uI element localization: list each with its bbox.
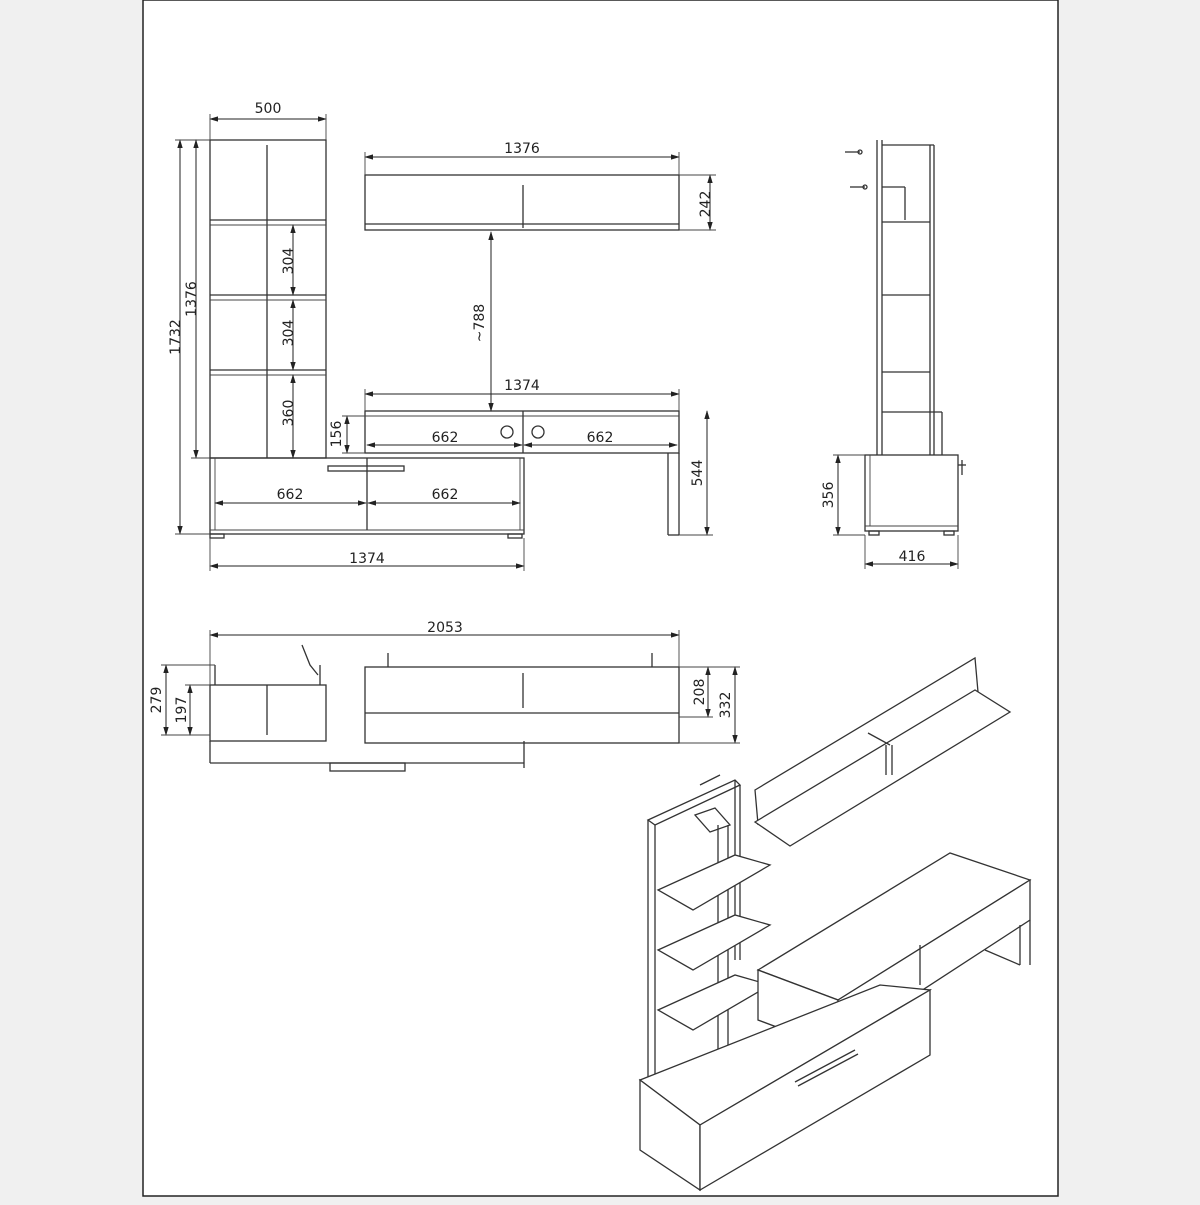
dim-gap-2: 304 — [281, 319, 297, 347]
dim-gap-1: 304 — [281, 247, 297, 275]
dim-tv-height: 156 — [329, 420, 345, 448]
dim-tv-compartment-left: 662 — [431, 430, 459, 446]
dim-height-shelf: 1376 — [184, 281, 200, 317]
dim-side-base-height: 356 — [821, 481, 837, 509]
dim-wall-shelf-height: 242 — [698, 190, 714, 218]
dim-gap-3: 360 — [281, 399, 297, 427]
dim-base-compartment-right: 662 — [431, 487, 459, 503]
dim-top-right-depth-inner: 208 — [692, 678, 708, 706]
dim-top-total-width: 2053 — [427, 620, 463, 636]
dim-top-right-depth-outer: 332 — [718, 691, 734, 719]
dim-tv-width: 1374 — [504, 378, 540, 394]
dim-base-compartment-left: 662 — [276, 487, 304, 503]
dim-top-left-depth-outer: 279 — [149, 686, 165, 714]
dim-width-top: 500 — [254, 101, 282, 117]
dim-tv-compartment-right: 662 — [586, 430, 614, 446]
dim-base-width: 1374 — [349, 551, 385, 567]
dim-side-base-depth: 416 — [898, 549, 926, 565]
dim-gap-to-tv: ~788 — [472, 303, 488, 343]
dim-height-total: 1732 — [168, 319, 184, 355]
dim-top-left-depth-inner: 197 — [174, 696, 190, 724]
dim-tv-leg-height: 544 — [690, 459, 706, 487]
dim-wall-shelf-width: 1376 — [504, 141, 540, 157]
